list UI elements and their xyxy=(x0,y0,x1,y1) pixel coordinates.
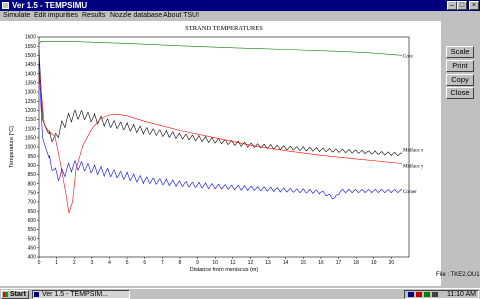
x-tick-label: 9 xyxy=(196,260,199,266)
x-tick-label: 15 xyxy=(300,260,307,266)
y-axis-label: Temperature [°C] xyxy=(9,126,15,168)
x-tick-label: 12 xyxy=(247,260,254,266)
y-tick-label: 450 xyxy=(27,245,36,252)
scale-button[interactable]: Scale xyxy=(446,46,474,58)
taskbar xyxy=(0,288,480,299)
y-tick-label: 1200 xyxy=(24,108,36,115)
y-tick-label: 1050 xyxy=(24,135,36,142)
x-tick-label: 20 xyxy=(388,260,395,266)
x-tick-label: 13 xyxy=(265,260,271,266)
y-tick-label: 650 xyxy=(27,208,36,215)
app-icon xyxy=(34,292,39,297)
y-tick-label: 1100 xyxy=(25,126,36,133)
y-tick-label: 800 xyxy=(27,181,36,188)
y-tick-label: 700 xyxy=(27,199,36,206)
y-tick-label: 750 xyxy=(27,190,36,197)
system-tray xyxy=(404,290,479,299)
windows-logo-icon xyxy=(3,292,8,297)
close-window-button[interactable]: × xyxy=(469,1,479,10)
y-tick-label: 1300 xyxy=(24,89,36,96)
series-label-midface-y: Midface y xyxy=(402,164,424,170)
x-tick-label: 14 xyxy=(282,260,289,266)
strand-temperature-chart xyxy=(0,21,441,286)
x-tick-label: 0 xyxy=(37,260,41,266)
menu-about[interactable]: About TSU! xyxy=(163,12,200,19)
maximize-button[interactable]: □ xyxy=(457,1,467,10)
x-tick-label: 7 xyxy=(160,260,164,266)
y-tick-label: 1450 xyxy=(24,62,36,69)
menu-bar xyxy=(0,11,480,21)
tray-icon-1[interactable] xyxy=(408,292,414,297)
series-line-midface-x xyxy=(39,50,402,156)
taskbar-item-tempsimu[interactable] xyxy=(32,290,130,299)
minimize-button[interactable]: – xyxy=(447,1,457,10)
menu-edit-impurities[interactable]: Edit impurities xyxy=(34,12,78,19)
x-tick-label: 16 xyxy=(318,260,324,266)
window-title: Ver 1.5 - TEMPSIMU xyxy=(12,1,88,10)
tray-icon-4[interactable] xyxy=(432,292,438,297)
y-tick-label: 400 xyxy=(27,254,36,261)
series-label-corner: Corner xyxy=(402,190,417,195)
x-tick-label: 10 xyxy=(212,260,218,266)
menu-simulate[interactable]: Simulate xyxy=(3,12,31,19)
chart-title: STRAND TEMPERATURES xyxy=(185,25,263,32)
series-line-corner xyxy=(39,65,402,199)
taskbar-item-label: Ver 1.5 - TEMPSIM... xyxy=(42,291,109,298)
series-line-core xyxy=(39,42,402,56)
file-info: File : TKE2.OU1 xyxy=(436,272,480,278)
x-tick-label: 5 xyxy=(125,260,129,266)
y-tick-label: 500 xyxy=(27,236,36,243)
x-tick-label: 17 xyxy=(335,260,342,266)
title-bar xyxy=(0,0,480,11)
y-tick-label: 1500 xyxy=(24,53,36,60)
y-tick-label: 900 xyxy=(27,163,36,170)
x-tick-label: 2 xyxy=(72,260,76,266)
x-tick-label: 8 xyxy=(178,260,182,266)
series-label-midface-x: Midface x xyxy=(402,148,424,154)
y-tick-label: 1000 xyxy=(24,144,36,151)
y-tick-label: 1400 xyxy=(24,71,36,78)
y-tick-label: 1550 xyxy=(24,43,36,50)
menu-nozzle-database[interactable]: Nozzle database xyxy=(110,12,163,19)
y-tick-label: 1600 xyxy=(24,34,36,41)
x-tick-label: 18 xyxy=(353,260,359,266)
y-tick-label: 1150 xyxy=(25,117,36,124)
print-button[interactable]: Print xyxy=(446,60,474,72)
x-tick-label: 6 xyxy=(143,260,147,266)
start-button[interactable] xyxy=(1,290,29,299)
y-tick-label: 550 xyxy=(27,227,36,234)
x-tick-label: 4 xyxy=(108,260,111,266)
y-tick-label: 600 xyxy=(27,218,36,225)
x-tick-label: 1 xyxy=(55,260,59,266)
tray-icon-3[interactable] xyxy=(424,292,430,297)
tray-icon-2[interactable] xyxy=(416,292,422,297)
menu-results[interactable]: Results xyxy=(82,12,106,19)
close-button[interactable]: Close xyxy=(446,87,474,99)
series-label-core: Core xyxy=(402,54,413,60)
y-tick-label: 1350 xyxy=(24,80,36,87)
plot-frame xyxy=(39,37,409,257)
y-tick-label: 850 xyxy=(27,172,36,179)
y-tick-label: 1250 xyxy=(24,98,36,105)
y-tick-label: 950 xyxy=(27,153,36,160)
x-tick-label: 3 xyxy=(90,260,94,266)
clock: 11:10 AM xyxy=(446,291,476,298)
chart-panel xyxy=(0,21,441,286)
x-tick-label: 19 xyxy=(370,260,377,266)
start-label: Start xyxy=(10,291,26,298)
x-tick-label: 11 xyxy=(230,260,236,266)
x-axis-label: Distance from meniscus (m) xyxy=(189,267,259,273)
app-icon xyxy=(2,2,9,9)
copy-button[interactable]: Copy xyxy=(446,74,474,86)
